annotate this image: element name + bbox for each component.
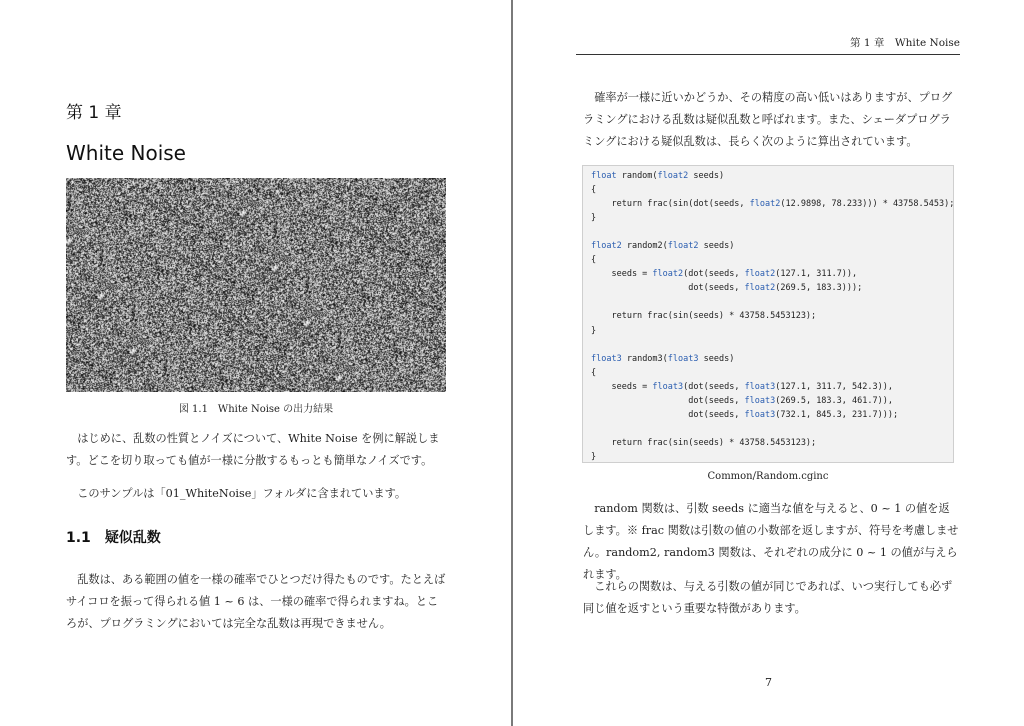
code-line: seeds = float2(dot(seeds, float2(127.1, 311.7)), xyxy=(591,269,858,280)
code-line: float2 random2(float2 seeds) xyxy=(591,241,735,252)
section-title: 疑似乱数 xyxy=(104,530,161,546)
code-line xyxy=(591,422,945,436)
code-line: { xyxy=(591,367,597,378)
section-number: 1.1 xyxy=(66,530,91,546)
code-line: return frac(sin(seeds) * 43758.5453123); xyxy=(591,311,817,322)
white-noise-image xyxy=(66,178,446,392)
determinism-paragraph: これらの関数は、与える引数の値が同じであれば、いつ実行しても必ず同じ値を返すという重要な特徴があります。 xyxy=(583,580,953,615)
section-heading xyxy=(66,527,175,547)
code-line: float3 random3(float3 seeds) xyxy=(591,353,735,364)
chapter-label: 第 1 章 xyxy=(66,103,122,123)
code-line xyxy=(591,338,945,352)
code-line: { xyxy=(591,255,597,266)
code-line: return frac(sin(dot(seeds, float2(12.9898, 78.233))) * 43758.5453); xyxy=(591,199,955,210)
code-line xyxy=(591,295,945,309)
running-head: 第 1 章 White Noise xyxy=(576,35,960,55)
code-line: } xyxy=(591,451,597,462)
code-line: seeds = float3(dot(seeds, float3(127.1, 311.7, 542.3)), xyxy=(591,381,893,392)
code-line: return frac(sin(seeds) * 43758.5453123); xyxy=(591,437,817,448)
code-line: } xyxy=(591,325,597,336)
chapter-title: White Noise xyxy=(66,141,186,165)
section-paragraph: 乱数は、ある範囲の値を一様の確率でひとつだけ得たものです。たとえばサイコロを振って得られる値 1 ~ 6 は、一様の確率で得られますね。ところが、プログラミングにおいては完全な乱数は再現できません。 xyxy=(66,573,446,630)
code-line: { xyxy=(591,185,597,196)
white-noise-figure xyxy=(66,178,446,392)
code-line: } xyxy=(591,213,597,224)
intro-paragraph: はじめに、乱数の性質とノイズについて、White Noise を例に解説します。どこを切り取っても値が一様に分散するもっとも簡単なノイズです。 xyxy=(66,432,440,467)
code-line xyxy=(591,225,945,239)
code-line: dot(seeds, float2(269.5, 183.3))); xyxy=(591,283,863,294)
page-number: 7 xyxy=(765,676,772,689)
intro-paragraph-right: 確率が一様に近いかどうか、その精度の高い低いはありますが、プログラミングにおける乱数は疑似乱数と呼ばれます。また、シェーダプログラミングにおける疑似乱数は、長らく次のように算出されています。 xyxy=(583,91,953,148)
random-function-paragraph: random 関数は、引数 seeds に適当な値を与えると、0 ~ 1 の値を返します。※ frac 関数は引数の値の小数部を返しますが、符号を考慮しません。random2, random3 関数は、それぞれの成分に 0 ~ 1 の値が与えられます。 xyxy=(583,502,959,581)
code-listing xyxy=(582,165,954,463)
figure-caption: 図 1.1 White Noise の出力結果 xyxy=(178,404,334,415)
code-caption: Common/Random.cginc xyxy=(707,471,829,482)
right-page xyxy=(513,0,1024,726)
code-line: float random(float2 seeds) xyxy=(591,171,725,181)
folder-paragraph: このサンプルは「01_WhiteNoise」フォルダに含まれています。 xyxy=(77,487,407,500)
code-line: dot(seeds, float3(732.1, 845.3, 231.7))); xyxy=(591,409,899,420)
code-line: dot(seeds, float3(269.5, 183.3, 461.7)), xyxy=(591,395,893,406)
left-page xyxy=(0,0,511,726)
